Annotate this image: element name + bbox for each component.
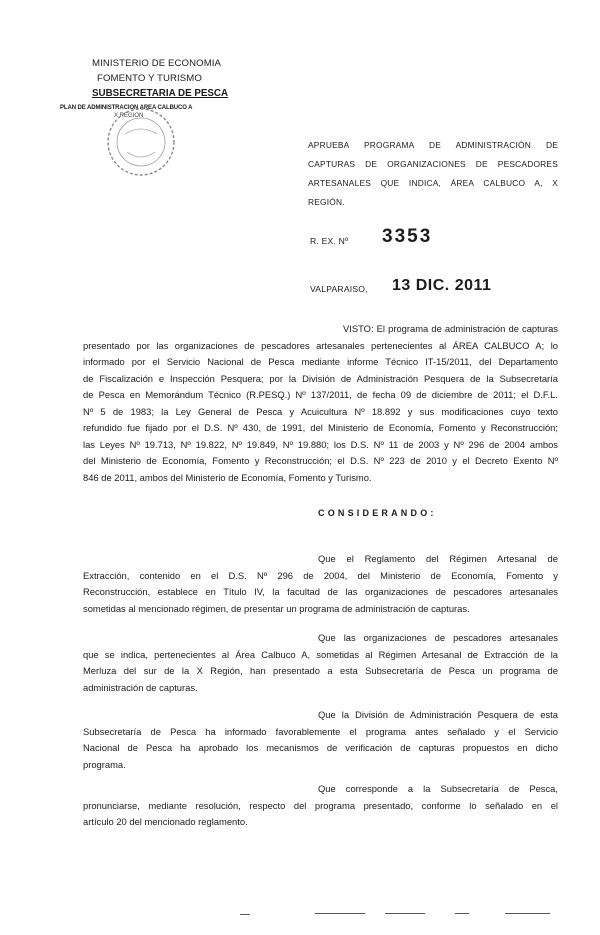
paragraph-line: Que el Reglamento del Régimen Artesanal de [318, 553, 558, 564]
paragraph-line: Que la División de Administración Pesquera de esta [318, 709, 558, 720]
paragraph-line: sometidas al mencionado régimen, de presentar un programa de administración de capturas. [83, 602, 470, 614]
considerando-paragraph-4 [83, 781, 558, 831]
paragraph-line: VISTO: El programa de administración de capturas [343, 323, 558, 334]
considerando-paragraph-2 [83, 630, 558, 696]
resolution-title [308, 136, 558, 212]
resolution-number: 3353 [382, 226, 433, 247]
considerando-heading: CONSIDERANDO: [318, 508, 437, 518]
paragraph-line: Nacional de Pesca ha aprobado los mecanismos de verificación de capturas propuestos en dicho [83, 742, 558, 753]
paragraph-line: pronunciarse, mediante resolución, respecto del programa presentado, conforme lo señalado en el [83, 799, 558, 811]
title-line: APRUEBA PROGRAMA DE ADMINISTRACIÓN DE [308, 140, 558, 150]
paragraph-line: que se indica, pertenecientes al Área Calbuco A, sometidas al Régimen Artesanal de Extracción de la [83, 648, 558, 660]
date-stamp: 13 DIC. 2011 [392, 277, 492, 294]
region-label: X REGION [114, 113, 144, 119]
scan-mark [315, 913, 365, 914]
paragraph-line: informado por el Servicio Nacional de Pesca mediante informe Técnico IT-15/2011, del Departamento [83, 356, 558, 367]
scan-mark [505, 913, 550, 914]
paragraph-line: administración de capturas. [83, 681, 198, 693]
ministry-name: MINISTERIO DE ECONOMIA [92, 58, 222, 69]
considerando-paragraph-1 [83, 551, 558, 617]
paragraph-line: Merluza del sur de la X Región, han presentado a esta Subsecretaría de Pesca un programa de [83, 665, 558, 676]
paragraph-line: de Pesca en Memorándum Técnico (R.PESQ.) Nº 137/2011, de fecha 09 de diciembre de 2011; el D.F.L. [83, 389, 558, 400]
paragraph-line: artículo 20 del mencionado reglamento. [83, 816, 248, 827]
paragraph-line: Extracción, contenido en el D.S. Nº 296 de 2004, del Ministerio de Economía, Fomento y [83, 569, 558, 581]
scan-mark [455, 913, 469, 914]
place-label: VALPARAISO, [310, 284, 368, 294]
title-line: ARTESANALES QUE INDICA, ÁREA CALBUCO A, X [308, 178, 558, 188]
paragraph-line: presentado por las organizaciones de pescadores artesanales pertenecientes al ÁREA CALBUCO A; lo [83, 339, 558, 351]
title-line: REGIÓN. [308, 197, 345, 207]
paragraph-line: las Leyes Nº 19.713, Nº 19.822, Nº 19.849, Nº 19.880; los D.S. Nº 11 de 2003 y Nº 296 de 2004 ambos [83, 438, 558, 450]
paragraph-line: Nº 5 de 1983; la Ley General de Pesca y Acuicultura Nº 18.892 y sus modificaciones cuyo texto [83, 405, 558, 417]
paragraph-line: Que las organizaciones de pescadores artesanales [318, 632, 558, 643]
resolution-label: R. EX. Nº [310, 236, 349, 246]
visto-paragraph [83, 321, 558, 486]
paragraph-line: Reconstrucción, establece en Título IV, la facultad de las organizaciones de pescadores artesanales [83, 586, 558, 597]
scan-mark [385, 913, 425, 914]
paragraph-line: programa. [83, 758, 126, 770]
seal-stamp-icon [103, 104, 179, 180]
paragraph-line: 846 de 2011, ambos del Ministerio de Economía, Fomento y Turismo. [83, 471, 372, 483]
paragraph-line: Que corresponde a la Subsecretaría de Pesca, [318, 783, 558, 794]
paragraph-line: del Ministerio de Economía, Fomento y Reconstrucción; el D.S. Nº 223 de 2010 y el Decreto Exento Nº [83, 455, 558, 466]
paragraph-line: de Fiscalización e Inspección Pesquera; por la División de Administración Pesquera de la Subsecretaría [83, 372, 558, 384]
ministry-subtitle: FOMENTO Y TURISMO [97, 73, 202, 84]
subsecretaria-name: SUBSECRETARIA DE PESCA [92, 88, 229, 99]
considerando-paragraph-3 [83, 707, 558, 773]
title-line: CAPTURAS DE ORGANIZACIONES DE PESCADORES [308, 159, 558, 169]
paragraph-line: refundido fue fijado por el D.S. Nº 430, de 1991, del Ministerio de Economía, Fomento y Reconstrucción; [83, 422, 558, 433]
paragraph-line: Subsecretaría de Pesca ha informado favorablemente el programa antes señalado y el Servicio [83, 725, 558, 737]
scan-mark [240, 914, 250, 915]
plan-label: PLAN DE ADMINISTRACION AREA CALBUCO A [60, 105, 193, 111]
